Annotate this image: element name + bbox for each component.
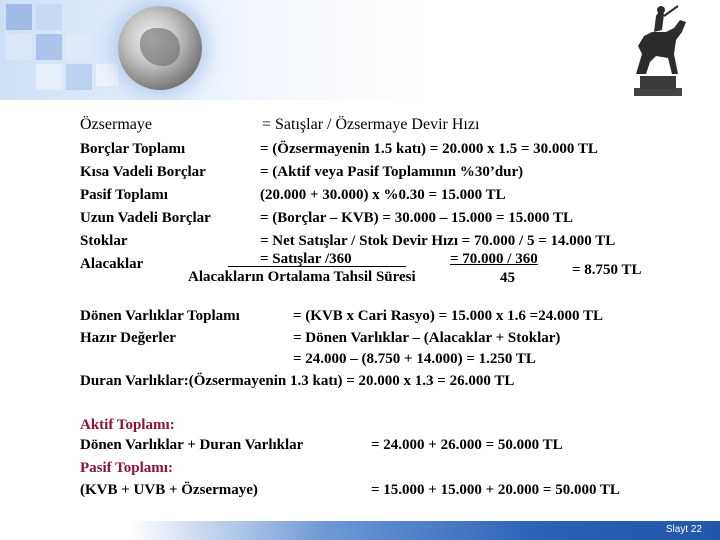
- line-pasif-toplam-label: (KVB + UVB + Özsermaye): [80, 482, 258, 498]
- decor-square: [6, 34, 32, 60]
- decor-square: [36, 4, 62, 30]
- decor-square: [66, 64, 92, 90]
- line-donen-label: Dönen Varlıklar Toplamı: [80, 308, 240, 324]
- fraction-line: [228, 266, 406, 267]
- line-hazir-label: Hazır Değerler: [80, 330, 176, 346]
- line-uvb-label: Uzun Vadeli Borçlar: [80, 210, 211, 226]
- aktif-toplami-heading: Aktif Toplamı:: [80, 417, 175, 433]
- decor-square: [6, 4, 32, 30]
- header-banner: [0, 0, 720, 100]
- line-kvb-formula: = (Aktif veya Pasif Toplamının %30’dur): [260, 164, 524, 180]
- alacaklar-result: = 8.750 TL: [572, 262, 642, 278]
- slide-number: Slayt 22: [665, 524, 702, 535]
- line-aktif-label: Dönen Varlıklar + Duran Varlıklar: [80, 437, 304, 453]
- line-duran-varliklar: Duran Varlıklar:(Özsermayenin 1.3 katı) = 20.000 x 1.3 = 26.000 TL: [80, 373, 515, 389]
- line-ozsermaye-label: Özsermaye: [80, 116, 152, 133]
- equestrian-statue-image: [616, 2, 700, 98]
- line-pasif-formula: (20.000 + 30.000) x %0.30 = 15.000 TL: [260, 187, 506, 203]
- footer-bar: [0, 521, 720, 540]
- line-hazir-formula: = Dönen Varlıklar – (Alacaklar + Stoklar): [293, 330, 561, 346]
- alacaklar-equation: = 70.000 / 360: [450, 251, 538, 267]
- line-borclar-label: Borçlar Toplamı: [80, 141, 186, 157]
- decor-square: [36, 34, 62, 60]
- line-stoklar-formula: = Net Satışlar / Stok Devir Hızı = 70.000 / 5 = 14.000 TL: [260, 233, 616, 249]
- line-pasif-label: Pasif Toplamı: [80, 187, 168, 203]
- alacaklar-denominator-value: 45: [500, 270, 515, 286]
- line-donen-formula: = (KVB x Cari Rasyo) = 15.000 x 1.6 =24.000 TL: [293, 308, 603, 324]
- line-hazir-result: = 24.000 – (8.750 + 14.000) = 1.250 TL: [293, 351, 536, 367]
- pasif-toplami-heading: Pasif Toplamı:: [80, 460, 173, 476]
- line-uvb-formula: = (Borçlar – KVB) = 30.000 – 15.000 = 15.000 TL: [260, 210, 574, 226]
- alacaklar-denominator: Alacakların Ortalama Tahsil Süresi: [188, 269, 416, 285]
- decor-square: [66, 34, 92, 60]
- line-alacaklar-label: Alacaklar: [80, 256, 144, 272]
- line-aktif-formula: = 24.000 + 26.000 = 50.000 TL: [371, 437, 563, 453]
- line-ozsermaye-formula: = Satışlar / Özsermaye Devir Hızı: [262, 116, 480, 133]
- line-kvb-label: Kısa Vadeli Borçlar: [80, 164, 206, 180]
- line-borclar-formula: = (Özsermayenin 1.5 katı) = 20.000 x 1.5 = 30.000 TL: [260, 141, 598, 157]
- alacaklar-numerator: = Satışlar /360: [260, 251, 352, 267]
- line-stoklar-label: Stoklar: [80, 233, 128, 249]
- decor-square: [96, 64, 118, 86]
- line-pasif-toplam-formula: = 15.000 + 15.000 + 20.000 = 50.000 TL: [371, 482, 620, 498]
- decor-square: [36, 64, 62, 90]
